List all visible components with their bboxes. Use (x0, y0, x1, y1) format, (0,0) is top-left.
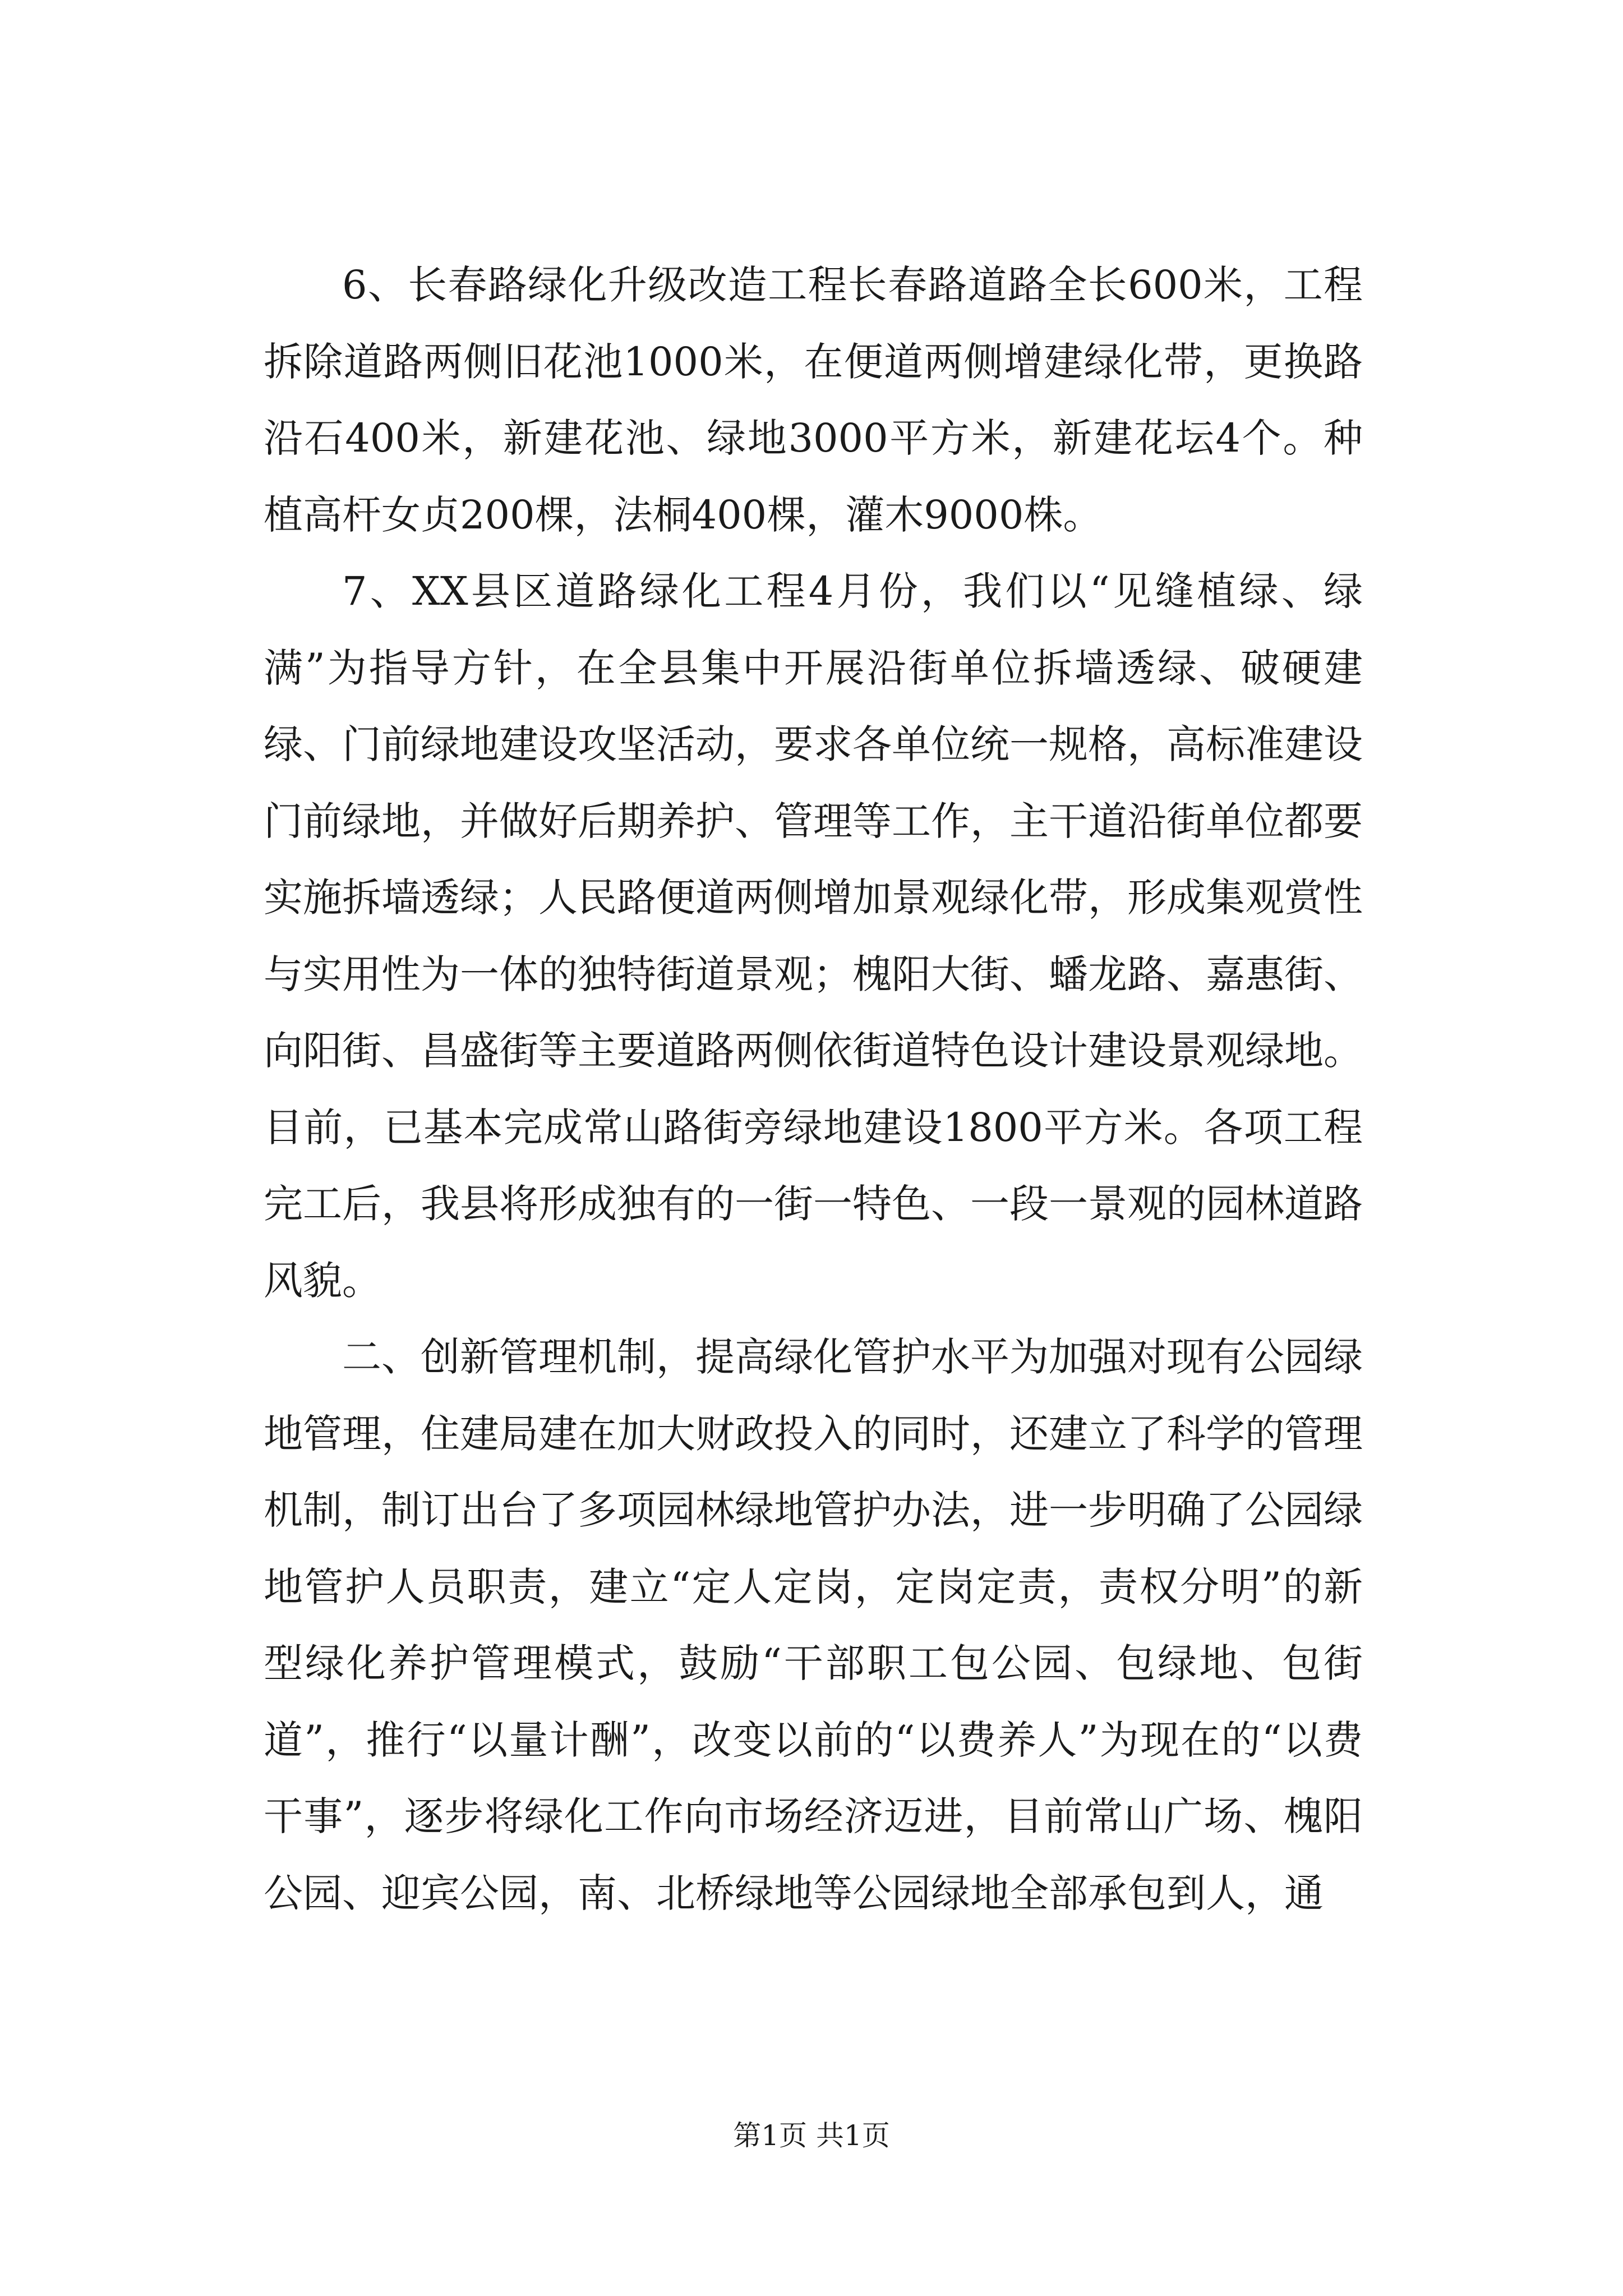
paragraph-changchun-road: 6、长春路绿化升级改造工程长春路道路全长600米，工程拆除道路两侧旧花池1000米，在便道两侧增建绿化带，更换路沿石400米，新建花池、绿地3000平方米，新建花坛4个。种植高杆女贞200棵，法桐400棵，灌木9000株。 (264, 262, 1363, 538)
page-footer: 第1页 共1页 (733, 2119, 890, 2152)
document-body (264, 247, 1363, 1931)
paragraph-management-mechanism: 二、创新管理机制，提高绿化管护水平为加强对现有公园绿地管理，住建局建在加大财政投入的同时，还建立了科学的管理机制，制订出台了多项园林绿地管护办法，进一步明确了公园绿地管护人员职责，建立“定人定岗，定岗定责，责权分明”的新型绿化养护管理模式，鼓励“干部职工包公园、包绿地、包街道”，推行“以量计酬”，改变以前的“以费养人”为现在的“以费干事”，逐步将绿化工作向市场经济迈进，目前常山广场、槐阳公园、迎宾公园，南、北桥绿地等公园绿地全部承包到人，通 (264, 1334, 1363, 1916)
paragraph-county-road-greening: 7、XX县区道路绿化工程4月份，我们以“见缝植绿、绿满”为指导方针，在全县集中开展沿街单位拆墙透绿、破硬建绿、门前绿地建设攻坚活动，要求各单位统一规格，高标准建设门前绿地，并做好后期养护、管理等工作，主干道沿街单位都要实施拆墙透绿；人民路便道两侧增加景观绿化带，形成集观赏性与实用性为一体的独特街道景观；槐阳大街、蟠龙路、嘉惠街、向阳街、昌盛街等主要道路两侧依街道特色设计建设景观绿地。目前，已基本完成常山路街旁绿地建设1800平方米。各项工程完工后，我县将形成独有的一街一特色、一段一景观的园林道路风貌。 (264, 568, 1363, 1304)
